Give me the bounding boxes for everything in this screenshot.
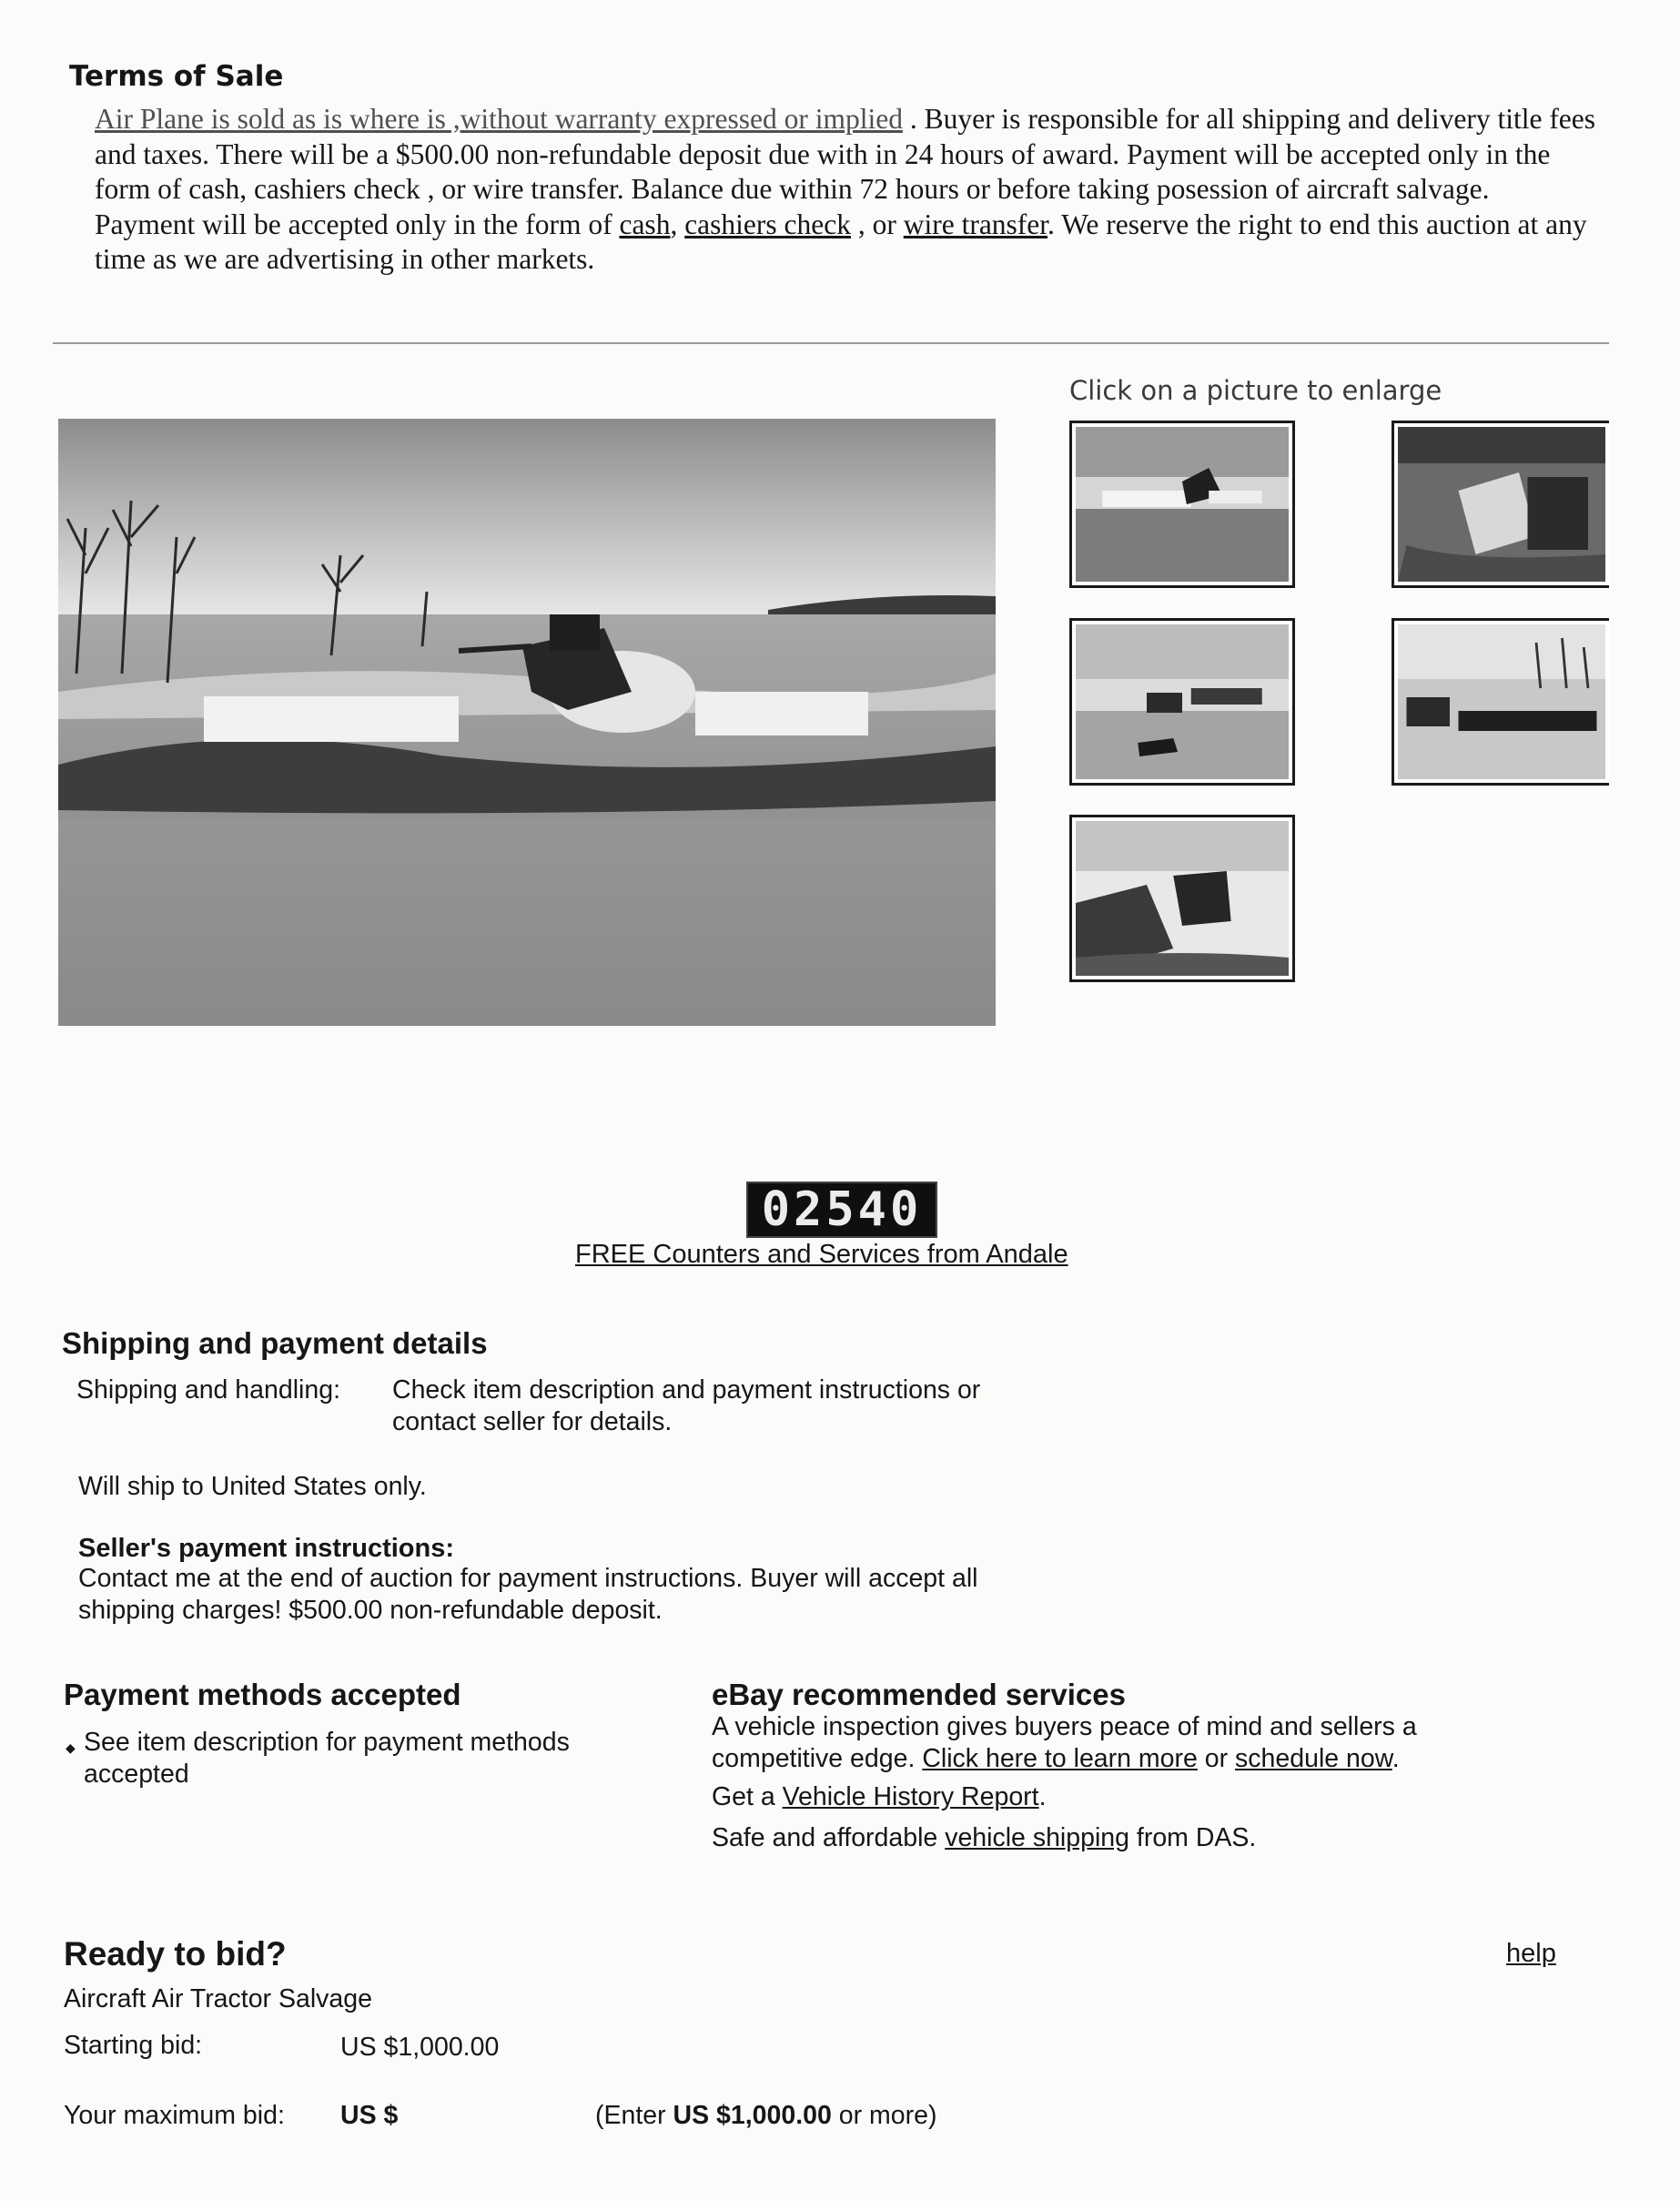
main-photo[interactable]	[58, 419, 996, 1026]
vehicle-shipping-link[interactable]: vehicle shipping	[945, 1823, 1129, 1852]
vehicle-shipping-text	[712, 1822, 1256, 1854]
ship-region-text: Will ship to United States only.	[78, 1472, 427, 1501]
visitor-counter	[746, 1182, 937, 1238]
main-photo-image	[58, 419, 996, 1026]
terms-text: . Buyer is responsible for all shipping and delivery title fees and taxes. There will be a $500.00 non-refundable deposit due with in 24 hours of award. Payment will be accepted only in the form of cash, cashiers check , or wire transfer. Balance due within 72 hours or before taking posession of aircraft salvage. Payment will be accepted only in the form of	[95, 103, 1596, 240]
hint-text: (Enter	[595, 2101, 673, 2130]
thumbnail-1[interactable]	[1069, 421, 1295, 588]
cash-link[interactable]: cash	[619, 208, 671, 240]
thumbnail-image	[1076, 427, 1289, 582]
terms-title: Terms of Sale	[69, 60, 284, 93]
payment-method-item: See item description for payment methods accepted	[84, 1728, 570, 1789]
ebay-services-title: eBay recommended services	[712, 1678, 1126, 1711]
bullet-icon: ◆	[66, 1740, 76, 1755]
history-text-end: .	[1038, 1782, 1047, 1811]
max-bid-currency: US $	[340, 2101, 399, 2130]
hint-amount: US $1,000.00	[673, 2101, 832, 2130]
shipping-handling-value: Check item description and payment instructions or contact seller for details.	[392, 1375, 981, 1436]
thumbnail-image	[1076, 821, 1289, 976]
thumbnail-2[interactable]	[1392, 421, 1609, 588]
gallery-hint: Click on a picture to enlarge	[1069, 375, 1442, 406]
terms-body	[95, 102, 1596, 278]
thumbnail-image	[1398, 427, 1605, 582]
inspection-text: A vehicle inspection gives buyers peace of mind and sellers a competitive edge.	[712, 1712, 1417, 1773]
bid-item-title: Aircraft Air Tractor Salvage	[64, 1984, 372, 2013]
payment-methods-title: Payment methods accepted	[64, 1678, 461, 1711]
thumbnail-image	[1398, 624, 1605, 779]
learn-more-link[interactable]: Click here to learn more	[922, 1744, 1198, 1773]
cashiers-check-link[interactable]: cashiers check	[684, 208, 851, 240]
thumbnail-4[interactable]	[1392, 618, 1609, 786]
thumbnail-3[interactable]	[1069, 618, 1295, 786]
thumbnail-image	[1076, 624, 1289, 779]
shipping-section-title: Shipping and payment details	[62, 1326, 488, 1360]
inspection-text-or: or	[1197, 1744, 1236, 1773]
ready-to-bid-title: Ready to bid?	[64, 1935, 287, 1973]
max-bid-hint	[595, 2100, 936, 2132]
wire-transfer-link[interactable]: wire transfer	[903, 208, 1048, 240]
starting-bid-value: US $1,000.00	[340, 2033, 500, 2062]
shipping-handling-label: Shipping and handling:	[76, 1375, 340, 1405]
history-report-text	[712, 1781, 1047, 1813]
max-bid-label: Your maximum bid:	[64, 2101, 285, 2130]
help-link[interactable]: help	[1506, 1939, 1556, 1968]
shipping-service-text-end: from DAS.	[1129, 1823, 1257, 1852]
terms-lead-text: Air Plane is sold as is where is ,without warranty expressed or implied	[95, 103, 903, 135]
andale-counter-link[interactable]: FREE Counters and Services from Andale	[575, 1240, 1068, 1269]
history-text: Get a	[712, 1782, 783, 1811]
section-divider	[53, 342, 1609, 344]
terms-separator: ,	[670, 208, 685, 240]
payment-instructions-text: Contact me at the end of auction for payment instructions. Buyer will accept all shipping charges! $500.00 non-refundable deposit.	[78, 1564, 978, 1625]
terms-text-end: . We reserve the right to end this auction at any time as we are advertising in other markets.	[95, 208, 1587, 275]
payment-instructions-title: Seller's payment instructions:	[78, 1534, 455, 1563]
schedule-now-link[interactable]: schedule now	[1235, 1744, 1392, 1773]
shipping-service-text: Safe and affordable	[712, 1823, 946, 1852]
counter-value: 02540	[761, 1182, 923, 1237]
starting-bid-label: Starting bid:	[64, 2031, 203, 2060]
inspection-text-end: .	[1392, 1744, 1400, 1773]
vehicle-history-report-link[interactable]: Vehicle History Report	[782, 1782, 1039, 1811]
hint-text-end: or more)	[831, 2101, 937, 2130]
inspection-service-text	[712, 1711, 1531, 1775]
thumbnail-5[interactable]	[1069, 815, 1295, 982]
terms-separator: , or	[850, 208, 904, 240]
